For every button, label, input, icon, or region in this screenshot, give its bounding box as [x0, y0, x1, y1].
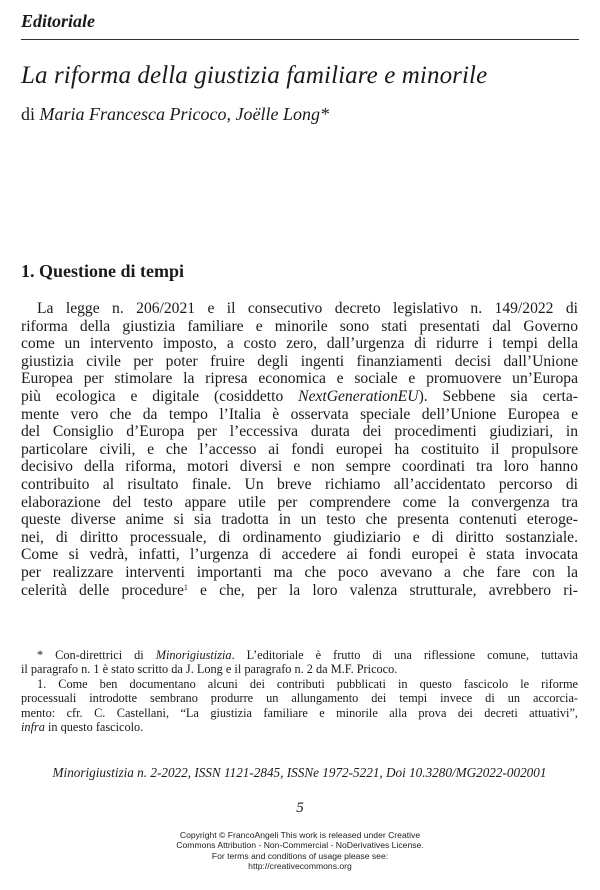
body-line: La legge n. 206/2021 e il consecutivo decreto legislativo n. 149/2022 di: [37, 300, 578, 317]
copyright-line: Commons Attribution - Non-Commercial - NoDerivatives License.: [176, 840, 424, 851]
footnote-text: in questo fascicolo.: [44, 720, 144, 735]
byline: [21, 104, 329, 125]
italic-term: infra: [21, 720, 45, 735]
body-line: queste diverse anime si sia tradotta in un testo che presenta contenuti eteroge-: [21, 511, 578, 529]
body-line: mente vero che da tempo l’Italia è osservata speciale dell’Unione Europea e: [21, 405, 578, 423]
footnote-text: . L’editoriale è frutto di una riflessione comune, tuttavia: [231, 648, 578, 662]
footnote-line: mento: cfr. C. Castellani, “La giustizia familiare e minorile alla prova dei decreti attuativi”,: [21, 705, 578, 720]
page-number: 5: [296, 800, 304, 816]
footnote-ref[interactable]: 1: [183, 582, 188, 592]
copyright-link[interactable]: http://creativecommons.org: [248, 861, 352, 872]
italic-term: NextGenerationEU: [298, 387, 419, 405]
body-line: come un intervento imposto, a costo zero, dall’urgenza di ridurre i tempi della: [21, 335, 578, 353]
byline-prefix: di: [21, 104, 40, 124]
footnote-line: 1. Come ben documentano alcuni dei contributi pubblicati in questo fascicolo le riforme: [37, 676, 578, 691]
section-heading: 1. Questione di tempi: [21, 261, 185, 281]
body-line: contribuito al risultato finale. Un breve richiamo all’accidentato percorso di: [21, 475, 578, 493]
authors: Maria Francesca Pricoco, Joëlle Long*: [39, 104, 329, 124]
copyright-line: For terms and conditions of usage please see:: [211, 850, 389, 861]
body-line: del Consiglio d’Europa per l’eccessiva durata dei procedimenti giudiziari, in: [21, 423, 578, 441]
body-text-segment: e che, per la loro valenza strutturale, avrebbero ri-: [187, 581, 578, 599]
body-line: Come si vedrà, infatti, l’urgenza di accedere ai fondi europei è stata invocata: [21, 546, 578, 564]
journal-name: Minorigiustizia: [155, 648, 232, 662]
footnote-text: * Con-direttrici di: [37, 648, 156, 662]
section-label: Editoriale: [21, 11, 96, 31]
body-line: riforma della giustizia familiare e minorile sono stati presentati dal Governo: [21, 317, 578, 335]
copyright-line: Copyright © FrancoAngeli This work is released under Creative: [179, 830, 421, 840]
footnote-star-line: [21, 648, 578, 662]
body-text-segment: celerità delle procedure: [21, 581, 184, 599]
journal-citation: Minorigiustizia n. 2-2022, ISSN 1121-2845, ISSNe 1972-5221, Doi 10.3280/MG2022-002001: [52, 765, 547, 780]
body-line: per realizzare interventi importanti ma che poco avevano a che fare con la: [21, 563, 578, 581]
body-text-segment: ). Sebbene sia certa-: [418, 387, 578, 405]
copyright-notice: [0, 830, 600, 872]
body-line: giustizia civile per poter fruire degli ingenti finanziamenti decisi dall’Unione: [21, 352, 578, 370]
body-paragraph: [21, 300, 578, 599]
footnote-line: processuali introdotte sembrano produrre un allungamento dei tempi invece di un accorcia-: [21, 691, 578, 706]
body-line: elaborazione del testo appare utile per comprendere come la convergenza tra: [21, 493, 578, 511]
body-line: particolare civili, e che l’accesso ai fondi europei ha costituito il propulsore: [21, 440, 578, 458]
body-line: [21, 582, 578, 600]
article-title: La riforma della giustizia familiare e minorile: [21, 62, 488, 89]
body-line: nei, di diritto processuale, di ordinamento giudiziario e di diritto sostanziale.: [21, 528, 578, 546]
body-line: [21, 388, 578, 406]
body-line: decisivo della riforma, motori diversi e non sempre coordinati tra loro hanno: [21, 458, 578, 476]
footnote-line: il paragrafo n. 1 è stato scritto da J. Long e il paragrafo n. 2 da M.F. Pricoco.: [21, 662, 398, 677]
body-text-segment: più ecologica e digitale (cosiddetto: [21, 387, 299, 405]
header-rule: [21, 39, 579, 40]
body-line: Europea per stimolare la ripresa economica e sociale e promuovere un’Europa: [21, 370, 578, 388]
footnote-line: [21, 720, 578, 734]
footnotes: [21, 648, 578, 734]
